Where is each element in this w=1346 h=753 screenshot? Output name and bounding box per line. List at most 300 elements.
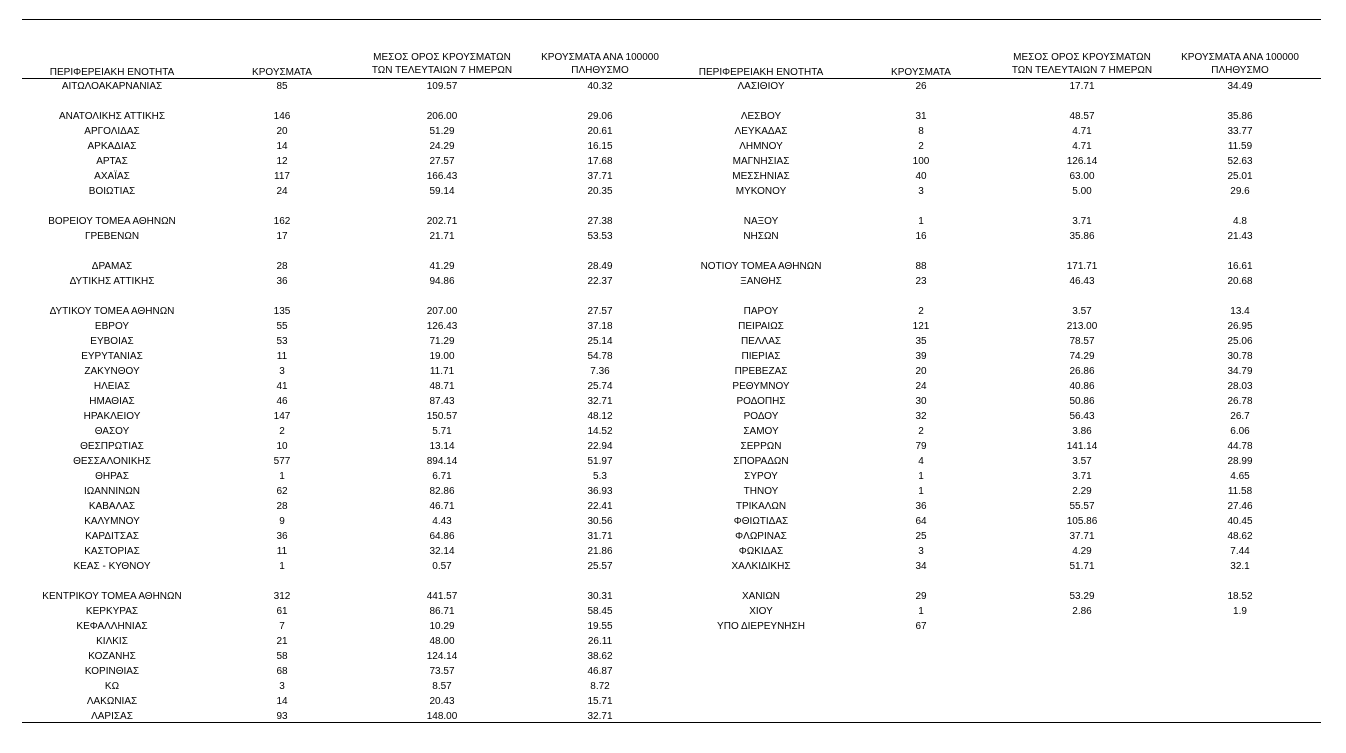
cell-region: ΑΝΑΤΟΛΙΚΗΣ ΑΤΤΙΚΗΣ (58, 111, 166, 122)
cell-avg7: 82.86 (429, 486, 455, 497)
cell-avg7: 32.14 (429, 546, 455, 557)
cell-cases: 29 (915, 591, 927, 602)
cell-cases: 10 (276, 441, 288, 452)
cell-per100k: 30.78 (1227, 351, 1253, 362)
table-row-right (0, 184, 1346, 199)
cell-cases: 1 (279, 561, 285, 572)
cell-per100k: 40.45 (1227, 516, 1253, 527)
cell-region: ΑΙΤΩΛΟΑΚΑΡΝΑΝΙΑΣ (61, 81, 163, 92)
table-row-right (0, 589, 1346, 604)
cell-avg7: 21.71 (429, 231, 455, 242)
cell-avg7: 71.29 (429, 336, 455, 347)
cell-region: ΔΥΤΙΚΗΣ ΑΤΤΙΚΗΣ (69, 276, 155, 287)
cell-avg7: 126.43 (426, 321, 458, 332)
cell-per100k: 4.65 (1230, 471, 1250, 482)
cell-region: ΝΑΞΟΥ (743, 216, 779, 227)
cell-cases: 21 (276, 636, 288, 647)
cell-cases: 58 (276, 651, 288, 662)
cell-region: ΦΩΚΙΔΑΣ (738, 546, 784, 557)
cell-cases: 68 (276, 666, 288, 677)
cell-region: ΚΕΑΣ - ΚΥΘΝΟΥ (73, 561, 151, 572)
table-row-left (0, 694, 1346, 709)
table-row-right (0, 409, 1346, 424)
cell-per100k: 46.87 (587, 666, 613, 677)
cell-cases: 53 (276, 336, 288, 347)
table-row-right (0, 454, 1346, 469)
cell-cases: 64 (915, 516, 927, 527)
cell-per100k: 32.71 (587, 711, 613, 722)
table-row-right (0, 229, 1346, 244)
cell-cases: 14 (276, 696, 288, 707)
cell-per100k: 40.32 (587, 81, 613, 92)
cell-cases: 36 (276, 531, 288, 542)
cell-cases: 46 (276, 396, 288, 407)
cell-region: ΞΑΝΘΗΣ (740, 276, 782, 287)
cell-cases: 9 (279, 516, 285, 527)
cell-avg7: 166.43 (426, 171, 458, 182)
cell-per100k: 51.97 (587, 456, 613, 467)
cell-per100k: 7.44 (1230, 546, 1250, 557)
table-row-right (0, 259, 1346, 274)
cell-cases: 24 (915, 381, 927, 392)
cell-cases: 41 (276, 381, 288, 392)
cell-per100k: 19.55 (587, 621, 613, 632)
cell-cases: 577 (273, 456, 291, 467)
cell-avg7: 141.14 (1066, 441, 1098, 452)
cell-cases: 1 (918, 471, 924, 482)
cell-per100k: 25.01 (1227, 171, 1253, 182)
cell-per100k: 18.52 (1227, 591, 1253, 602)
header-per100k-right-line2: ΠΛΗΘΥΣΜΟ (1211, 65, 1269, 76)
cell-cases: 55 (276, 321, 288, 332)
cell-region: ΠΑΡΟΥ (743, 306, 779, 317)
cell-avg7: 5.00 (1072, 186, 1092, 197)
cell-cases: 2 (918, 426, 924, 437)
cell-avg7: 3.71 (1072, 471, 1092, 482)
header-avg-left-line2: ΤΩΝ ΤΕΛΕΥΤΑΙΩΝ 7 ΗΜΕΡΩΝ (371, 65, 513, 76)
cell-avg7: 63.00 (1069, 171, 1095, 182)
cell-avg7: 207.00 (426, 306, 458, 317)
cell-avg7: 13.14 (429, 441, 455, 452)
cell-region: ΑΡΓΟΛΙΔΑΣ (84, 126, 140, 137)
cell-region: ΑΡΚΑΔΙΑΣ (87, 141, 137, 152)
cell-region: ΕΥΡΥΤΑΝΙΑΣ (81, 351, 143, 362)
cell-avg7: 78.57 (1069, 336, 1095, 347)
table-row-right (0, 424, 1346, 439)
cell-avg7: 41.29 (429, 261, 455, 272)
cell-region: ΣΕΡΡΩΝ (740, 441, 782, 452)
cell-avg7: 10.29 (429, 621, 455, 632)
cell-avg7: 5.71 (432, 426, 452, 437)
cell-cases: 135 (273, 306, 291, 317)
cell-per100k: 27.38 (587, 216, 613, 227)
cell-cases: 28 (276, 501, 288, 512)
cell-cases: 3 (279, 681, 285, 692)
table-row-right (0, 394, 1346, 409)
cell-region: ΕΒΡΟΥ (94, 321, 130, 332)
cell-cases: 36 (276, 276, 288, 287)
cell-cases: 11 (276, 546, 288, 557)
cell-region: ΧΑΛΚΙΔΙΚΗΣ (731, 561, 791, 572)
cell-cases: 20 (915, 366, 927, 377)
table-row-right (0, 79, 1346, 94)
cell-region: ΚΑΡΔΙΤΣΑΣ (85, 531, 139, 542)
cell-avg7: 4.43 (432, 516, 452, 527)
cell-region: ΔΥΤΙΚΟΥ ΤΟΜΕΑ ΑΘΗΝΩΝ (49, 306, 175, 317)
cell-avg7: 40.86 (1069, 381, 1095, 392)
cell-region: ΜΥΚΟΝΟΥ (735, 186, 787, 197)
cell-per100k: 33.77 (1227, 126, 1253, 137)
cell-avg7: 17.71 (1069, 81, 1095, 92)
cell-per100k: 52.63 (1227, 156, 1253, 167)
cell-region: ΛΕΥΚΑΔΑΣ (734, 126, 788, 137)
cell-cases: 3 (918, 186, 924, 197)
cell-per100k: 22.94 (587, 441, 613, 452)
cell-avg7: 86.71 (429, 606, 455, 617)
cell-cases: 2 (918, 141, 924, 152)
cell-per100k: 4.8 (1233, 216, 1247, 227)
cell-cases: 62 (276, 486, 288, 497)
header-avg-right-line1: ΜΕΣΟΣ ΟΡΟΣ ΚΡΟΥΣΜΑΤΩΝ (1013, 52, 1151, 63)
cell-region: ΚΑΣΤΟΡΙΑΣ (84, 546, 140, 557)
cell-region: ΚΑΒΑΛΑΣ (88, 501, 136, 512)
cell-cases: 23 (915, 276, 927, 287)
cell-region: ΒΟΙΩΤΙΑΣ (88, 186, 136, 197)
cell-per100k: 26.78 (1227, 396, 1253, 407)
cell-avg7: 3.71 (1072, 216, 1092, 227)
header-avg-right (1012, 51, 1152, 77)
cell-per100k: 48.12 (587, 411, 613, 422)
cell-cases: 34 (915, 561, 927, 572)
cell-avg7: 48.00 (429, 636, 455, 647)
cell-region: ΚΕΡΚΥΡΑΣ (85, 606, 139, 617)
table-row-right (0, 319, 1346, 334)
cell-per100k: 35.86 (1227, 111, 1253, 122)
table-row-right (0, 484, 1346, 499)
cell-region: ΤΡΙΚΑΛΩΝ (735, 501, 787, 512)
cell-cases: 85 (276, 81, 288, 92)
cell-avg7: 51.29 (429, 126, 455, 137)
cell-region: ΣΠΟΡΑΔΩΝ (733, 456, 789, 467)
cell-per100k: 26.95 (1227, 321, 1253, 332)
cell-region: ΣΥΡΟΥ (744, 471, 778, 482)
table-row-right (0, 559, 1346, 574)
table-row-right (0, 139, 1346, 154)
cell-region: ΦΘΙΩΤΙΔΑΣ (733, 516, 789, 527)
table-row-left (0, 634, 1346, 649)
cell-cases: 31 (915, 111, 927, 122)
table-row-right (0, 154, 1346, 169)
cell-per100k: 38.62 (587, 651, 613, 662)
table-row-right (0, 514, 1346, 529)
cell-per100k: 16.61 (1227, 261, 1253, 272)
cell-avg7: 87.43 (429, 396, 455, 407)
cell-avg7: 27.57 (429, 156, 455, 167)
cell-cases: 312 (273, 591, 291, 602)
cell-cases: 1 (918, 486, 924, 497)
cell-per100k: 58.45 (587, 606, 613, 617)
cell-per100k: 16.15 (587, 141, 613, 152)
cell-region: ΦΛΩΡΙΝΑΣ (735, 531, 787, 542)
cell-avg7: 46.71 (429, 501, 455, 512)
cell-per100k: 53.53 (587, 231, 613, 242)
header-per100k-right (1181, 51, 1299, 77)
cell-per100k: 37.18 (587, 321, 613, 332)
cell-avg7: 48.71 (429, 381, 455, 392)
cell-per100k: 25.74 (587, 381, 613, 392)
cell-region: ΗΡΑΚΛΕΙΟΥ (83, 411, 141, 422)
cell-region: ΡΟΔΟΥ (743, 411, 779, 422)
cell-per100k: 26.11 (587, 636, 613, 647)
cell-avg7: 4.71 (1072, 141, 1092, 152)
cell-region: ΠΡΕΒΕΖΑΣ (734, 366, 788, 377)
cell-avg7: 50.86 (1069, 396, 1095, 407)
table-row-right (0, 349, 1346, 364)
cell-avg7: 11.71 (429, 366, 455, 377)
cell-per100k: 8.72 (590, 681, 610, 692)
cell-avg7: 19.00 (429, 351, 455, 362)
table-row-right (0, 274, 1346, 289)
cell-avg7: 6.71 (432, 471, 452, 482)
cell-cases: 16 (915, 231, 927, 242)
cell-avg7: 894.14 (426, 456, 458, 467)
cell-region: ΝΗΣΩΝ (743, 231, 779, 242)
table-row-left (0, 664, 1346, 679)
header-per100k-right-line1: ΚΡΟΥΣΜΑΤΑ ΑΝΑ 100000 (1181, 52, 1299, 63)
cell-cases: 12 (276, 156, 288, 167)
table-row-right (0, 379, 1346, 394)
cell-cases: 35 (915, 336, 927, 347)
cell-per100k: 21.43 (1227, 231, 1253, 242)
header-region-left: ΠΕΡΙΦΕΡΕΙΑΚΗ ΕΝΟΤΗΤΑ (49, 67, 175, 78)
cell-per100k: 44.78 (1227, 441, 1253, 452)
cell-per100k: 34.49 (1227, 81, 1253, 92)
cell-cases: 88 (915, 261, 927, 272)
cell-region: ΠΕΙΡΑΙΩΣ (738, 321, 784, 332)
cell-per100k: 5.3 (593, 471, 607, 482)
cell-cases: 162 (273, 216, 291, 227)
table-row-right (0, 499, 1346, 514)
cell-region: ΕΥΒΟΙΑΣ (90, 336, 134, 347)
table-row-right (0, 334, 1346, 349)
table-row-right (0, 619, 1346, 634)
cell-per100k: 28.49 (587, 261, 613, 272)
cell-per100k: 27.46 (1227, 501, 1253, 512)
cell-cases: 36 (915, 501, 927, 512)
cell-per100k: 25.57 (587, 561, 613, 572)
cell-per100k: 32.71 (587, 396, 613, 407)
cell-cases: 121 (912, 321, 930, 332)
cell-per100k: 48.62 (1227, 531, 1253, 542)
cell-avg7: 105.86 (1066, 516, 1098, 527)
cell-cases: 32 (915, 411, 927, 422)
cell-region: ΛΑΡΙΣΑΣ (91, 711, 133, 722)
cell-cases: 61 (276, 606, 288, 617)
cell-per100k: 1.9 (1233, 606, 1247, 617)
cell-avg7: 51.71 (1069, 561, 1095, 572)
cell-cases: 117 (274, 171, 290, 182)
cell-cases: 2 (279, 426, 285, 437)
cell-avg7: 3.57 (1072, 456, 1092, 467)
cell-avg7: 3.86 (1072, 426, 1092, 437)
cell-region: ΛΑΣΙΘΙΟΥ (737, 81, 785, 92)
cell-per100k: 34.79 (1227, 366, 1253, 377)
cell-region: ΤΗΝΟΥ (743, 486, 779, 497)
cell-avg7: 171.71 (1066, 261, 1098, 272)
top-rule (22, 19, 1321, 20)
cell-per100k: 30.31 (587, 591, 613, 602)
cell-avg7: 206.00 (426, 111, 458, 122)
cell-per100k: 28.99 (1227, 456, 1253, 467)
cell-cases: 67 (915, 621, 927, 632)
cell-per100k: 29.06 (587, 111, 613, 122)
cell-avg7: 8.57 (432, 681, 452, 692)
cell-region: ΘΑΣΟΥ (94, 426, 130, 437)
cell-per100k: 32.1 (1230, 561, 1250, 572)
cell-avg7: 55.57 (1069, 501, 1095, 512)
cell-avg7: 48.57 (1069, 111, 1095, 122)
header-avg-left-line1: ΜΕΣΟΣ ΟΡΟΣ ΚΡΟΥΣΜΑΤΩΝ (373, 52, 511, 63)
cell-cases: 1 (918, 216, 924, 227)
cell-per100k: 54.78 (587, 351, 613, 362)
cell-avg7: 213.00 (1066, 321, 1098, 332)
cell-region: ΚΕΝΤΡΙΚΟΥ ΤΟΜΕΑ ΑΘΗΝΩΝ (42, 591, 182, 602)
table-row-right (0, 439, 1346, 454)
cell-region: ΛΑΚΩΝΙΑΣ (86, 696, 138, 707)
cell-region: ΠΕΛΛΑΣ (740, 336, 782, 347)
cell-cases: 39 (915, 351, 927, 362)
cell-region: ΑΡΤΑΣ (96, 156, 128, 167)
header-cases-right: ΚΡΟΥΣΜΑΤΑ (891, 67, 951, 78)
cell-per100k: 22.41 (587, 501, 613, 512)
cell-region: ΔΡΑΜΑΣ (91, 261, 133, 272)
cell-per100k: 22.37 (587, 276, 613, 287)
cell-region: ΚΙΛΚΙΣ (96, 636, 128, 647)
cell-region: ΓΡΕΒΕΝΩΝ (84, 231, 140, 242)
cell-region: ΣΑΜΟΥ (743, 426, 779, 437)
cell-region: ΛΗΜΝΟΥ (739, 141, 783, 152)
cell-per100k: 37.71 (587, 171, 613, 182)
table-row-right (0, 529, 1346, 544)
table-row-left (0, 679, 1346, 694)
cell-per100k: 13.4 (1230, 306, 1250, 317)
cell-region: ΚΑΛΥΜΝΟΥ (84, 516, 140, 527)
header-avg-right-line2: ΤΩΝ ΤΕΛΕΥΤΑΙΩΝ 7 ΗΜΕΡΩΝ (1011, 65, 1153, 76)
cell-avg7: 148.00 (426, 711, 458, 722)
header-cases-left: ΚΡΟΥΣΜΑΤΑ (252, 67, 312, 78)
header-per100k-left-line1: ΚΡΟΥΣΜΑΤΑ ΑΝΑ 100000 (541, 52, 659, 63)
cell-avg7: 202.71 (426, 216, 458, 227)
table-row-right (0, 364, 1346, 379)
cell-per100k: 21.86 (587, 546, 613, 557)
cell-per100k: 20.68 (1227, 276, 1253, 287)
cell-cases: 26 (915, 81, 927, 92)
table-row-right (0, 469, 1346, 484)
cell-avg7: 4.71 (1072, 126, 1092, 137)
cell-avg7: 56.43 (1069, 411, 1095, 422)
cell-per100k: 14.52 (587, 426, 613, 437)
cell-cases: 3 (279, 366, 285, 377)
cell-region: ΠΙΕΡΙΑΣ (741, 351, 781, 362)
table-row-left (0, 709, 1346, 724)
cell-per100k: 36.93 (587, 486, 613, 497)
cell-per100k: 25.06 (1227, 336, 1253, 347)
cell-region: ΜΑΓΝΗΣΙΑΣ (732, 156, 790, 167)
cell-avg7: 35.86 (1069, 231, 1095, 242)
cell-avg7: 20.43 (429, 696, 455, 707)
cell-per100k: 27.57 (587, 306, 613, 317)
cell-avg7: 109.57 (426, 81, 458, 92)
cell-cases: 28 (276, 261, 288, 272)
cell-cases: 79 (915, 441, 927, 452)
cell-cases: 24 (276, 186, 288, 197)
cell-region: ΙΩΑΝΝΙΝΩΝ (83, 486, 141, 497)
cell-cases: 1 (279, 471, 285, 482)
cell-per100k: 30.56 (587, 516, 613, 527)
cell-cases: 20 (276, 126, 288, 137)
cell-cases: 93 (276, 711, 288, 722)
cell-per100k: 25.14 (587, 336, 613, 347)
cell-cases: 11 (276, 351, 288, 362)
cell-cases: 100 (912, 156, 930, 167)
cell-per100k: 31.71 (587, 531, 613, 542)
cell-avg7: 64.86 (429, 531, 455, 542)
cell-region: ΝΟΤΙΟΥ ΤΟΜΕΑ ΑΘΗΝΩΝ (700, 261, 822, 272)
cell-region: ΚΟΡΙΝΘΙΑΣ (84, 666, 140, 677)
cell-region: ΧΑΝΙΩΝ (741, 591, 781, 602)
cell-region: ΘΕΣΠΡΩΤΙΑΣ (80, 441, 144, 452)
cell-cases: 3 (918, 546, 924, 557)
cell-avg7: 124.14 (426, 651, 458, 662)
cell-avg7: 24.29 (429, 141, 455, 152)
cell-per100k: 6.06 (1230, 426, 1250, 437)
cell-avg7: 441.57 (426, 591, 458, 602)
cell-cases: 30 (915, 396, 927, 407)
header-region-right: ΠΕΡΙΦΕΡΕΙΑΚΗ ΕΝΟΤΗΤΑ (698, 67, 824, 78)
cell-per100k: 11.58 (1227, 486, 1253, 497)
table-row-right (0, 304, 1346, 319)
cell-region: ΘΕΣΣΑΛΟΝΙΚΗΣ (73, 456, 151, 467)
cell-region: ΚΕΦΑΛΛΗΝΙΑΣ (76, 621, 148, 632)
cell-avg7: 126.14 (1066, 156, 1098, 167)
cell-per100k: 15.71 (587, 696, 613, 707)
cell-avg7: 74.29 (1069, 351, 1095, 362)
cell-region: ΘΗΡΑΣ (95, 471, 129, 482)
cell-region: ΚΩ (104, 681, 120, 692)
table-row-right (0, 214, 1346, 229)
table-row-right (0, 604, 1346, 619)
cell-region: ΛΕΣΒΟΥ (740, 111, 782, 122)
cell-region: ΑΧΑΪΑΣ (94, 171, 130, 182)
cell-region: ΧΙΟΥ (749, 606, 773, 617)
cell-cases: 2 (918, 306, 924, 317)
cell-per100k: 7.36 (590, 366, 610, 377)
cell-avg7: 26.86 (1069, 366, 1095, 377)
cell-cases: 1 (918, 606, 924, 617)
cell-cases: 40 (915, 171, 927, 182)
cell-avg7: 150.57 (426, 411, 458, 422)
cell-region: ΖΑΚΥΝΘΟΥ (84, 366, 140, 377)
cell-cases: 147 (273, 411, 291, 422)
cell-cases: 8 (918, 126, 924, 137)
cell-region: ΗΜΑΘΙΑΣ (89, 396, 135, 407)
header-avg-left (372, 51, 512, 77)
cell-per100k: 17.68 (587, 156, 613, 167)
cell-avg7: 37.71 (1069, 531, 1095, 542)
cell-per100k: 11.59 (1227, 141, 1253, 152)
cell-avg7: 4.29 (1072, 546, 1092, 557)
cell-avg7: 3.57 (1072, 306, 1092, 317)
